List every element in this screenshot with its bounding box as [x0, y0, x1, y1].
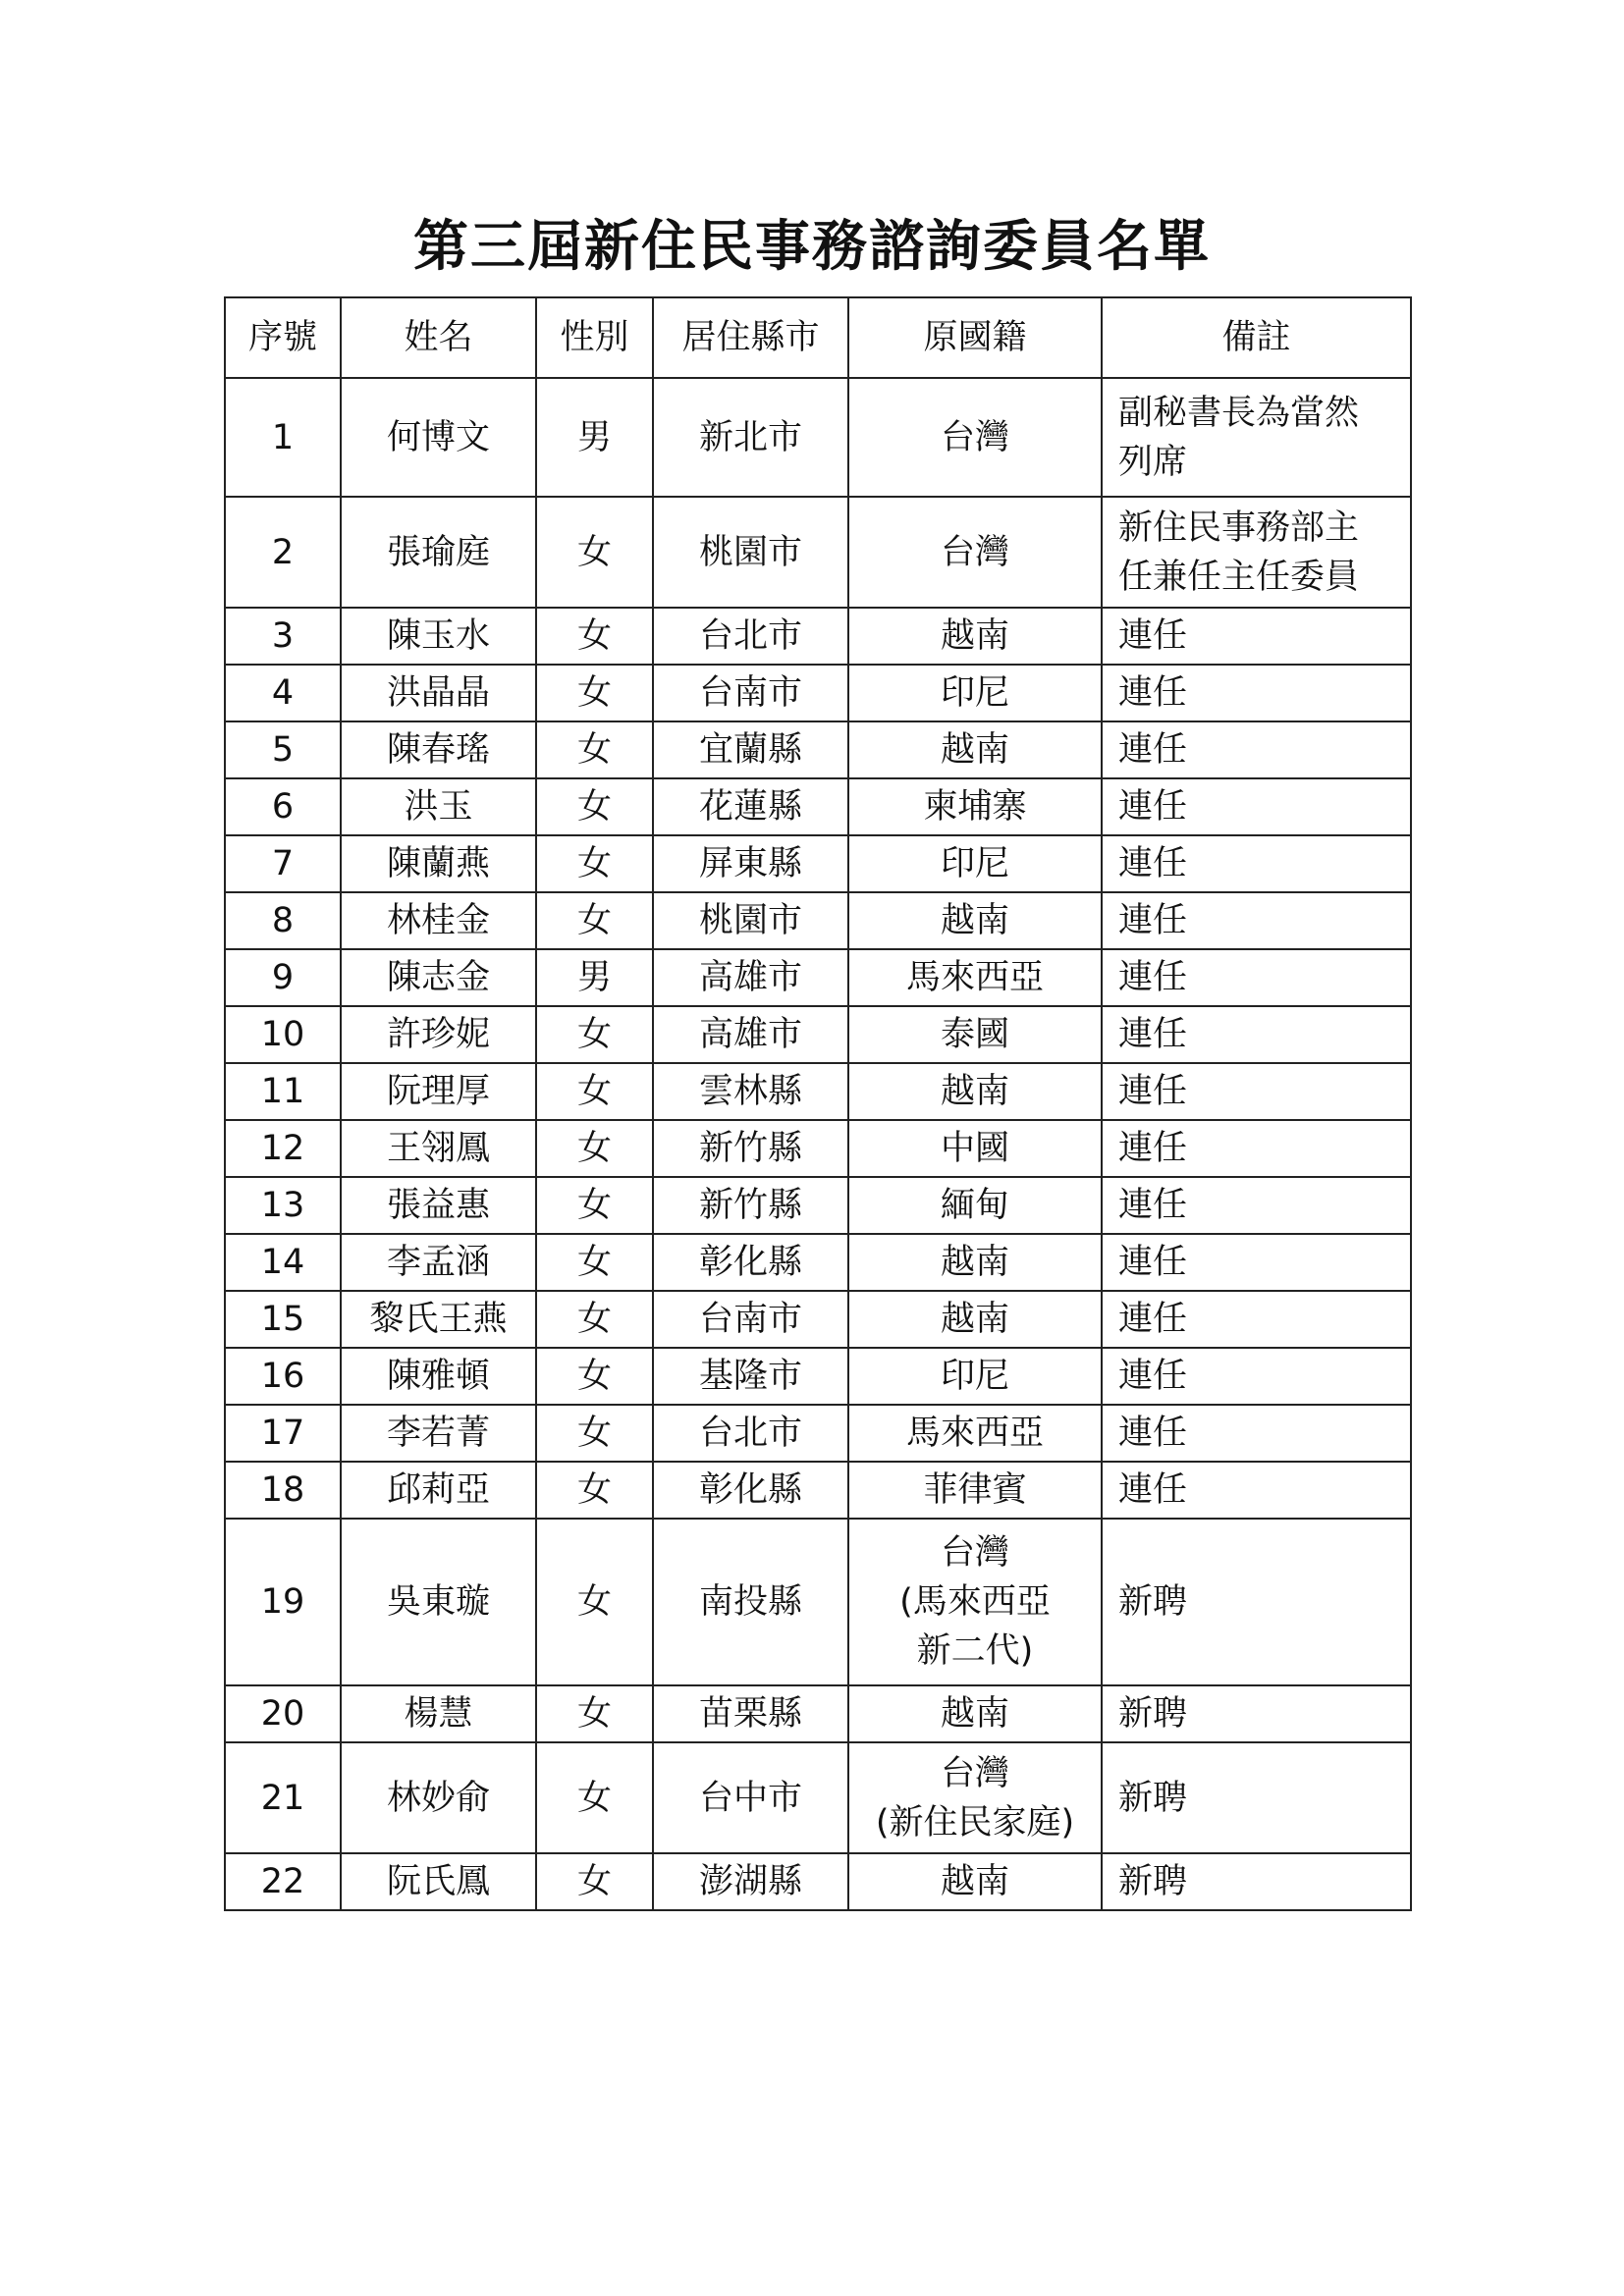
table-row	[225, 608, 1411, 665]
cell-note-line: 新聘	[1118, 1778, 1188, 1818]
cell-origin-line: 菲律賓	[923, 1470, 1027, 1510]
header-gender: 性別	[536, 297, 653, 378]
cell-name: 林桂金	[341, 892, 536, 949]
cell-city: 桃園市	[653, 497, 848, 608]
table-row	[225, 1177, 1411, 1234]
committee-roster-table	[224, 296, 1412, 1911]
cell-name: 楊慧	[341, 1685, 536, 1742]
cell-origin	[848, 497, 1102, 608]
cell-city: 基隆市	[653, 1348, 848, 1405]
table-row	[225, 721, 1411, 778]
cell-note-line: 連任	[1118, 1300, 1188, 1339]
cell-origin-line: 越南	[940, 1243, 1009, 1282]
cell-gender: 女	[536, 665, 653, 721]
cell-origin-line: 越南	[940, 901, 1009, 940]
cell-note	[1102, 892, 1411, 949]
cell-number: 14	[225, 1234, 341, 1291]
cell-name: 陳春瑤	[341, 721, 536, 778]
cell-origin-line: 台灣	[940, 532, 1009, 572]
cell-city: 新竹縣	[653, 1177, 848, 1234]
table-row	[225, 1291, 1411, 1348]
cell-gender: 女	[536, 1291, 653, 1348]
cell-gender: 女	[536, 608, 653, 665]
cell-note	[1102, 497, 1411, 608]
cell-note-line: 連任	[1118, 1357, 1188, 1396]
cell-gender: 女	[536, 778, 653, 835]
cell-origin-line: 柬埔寨	[923, 787, 1027, 827]
cell-city: 澎湖縣	[653, 1853, 848, 1910]
cell-city: 台北市	[653, 1405, 848, 1462]
cell-city: 苗栗縣	[653, 1685, 848, 1742]
cell-gender: 女	[536, 1405, 653, 1462]
cell-name: 邱莉亞	[341, 1462, 536, 1519]
cell-note-line: 新住民事務部主	[1118, 507, 1360, 548]
cell-origin	[848, 1063, 1102, 1120]
header-city: 居住縣市	[653, 297, 848, 378]
cell-name: 李若菁	[341, 1405, 536, 1462]
cell-origin-line: 越南	[940, 1862, 1009, 1901]
cell-gender: 女	[536, 1234, 653, 1291]
cell-note-line: 連任	[1118, 787, 1188, 827]
cell-city: 桃園市	[653, 892, 848, 949]
cell-origin	[848, 1006, 1102, 1063]
cell-city: 宜蘭縣	[653, 721, 848, 778]
cell-city: 高雄市	[653, 1006, 848, 1063]
table-row	[225, 1519, 1411, 1685]
cell-note	[1102, 1177, 1411, 1234]
cell-name: 何博文	[341, 378, 536, 497]
cell-note	[1102, 949, 1411, 1006]
table-row	[225, 665, 1411, 721]
cell-note	[1102, 1685, 1411, 1742]
cell-name: 洪晶晶	[341, 665, 536, 721]
cell-gender: 男	[536, 949, 653, 1006]
table-row	[225, 892, 1411, 949]
table-row	[225, 1853, 1411, 1910]
cell-origin-line: 中國	[940, 1129, 1009, 1168]
cell-number: 4	[225, 665, 341, 721]
cell-origin	[848, 1853, 1102, 1910]
cell-origin-line: 越南	[940, 730, 1009, 770]
document-title: 第三屆新住民事務諮詢委員名單	[413, 215, 1211, 279]
cell-origin	[848, 1742, 1102, 1853]
cell-number: 2	[225, 497, 341, 608]
cell-origin	[848, 1120, 1102, 1177]
cell-name: 陳蘭燕	[341, 835, 536, 892]
cell-name: 阮氏鳳	[341, 1853, 536, 1910]
cell-number: 16	[225, 1348, 341, 1405]
cell-city: 新北市	[653, 378, 848, 497]
cell-origin	[848, 892, 1102, 949]
cell-gender: 女	[536, 1063, 653, 1120]
cell-origin	[848, 378, 1102, 497]
cell-note	[1102, 1291, 1411, 1348]
cell-name: 張瑜庭	[341, 497, 536, 608]
cell-origin	[848, 665, 1102, 721]
cell-number: 6	[225, 778, 341, 835]
cell-city: 花蓮縣	[653, 778, 848, 835]
cell-note-line: 新聘	[1118, 1694, 1188, 1734]
table-row	[225, 497, 1411, 608]
cell-origin	[848, 1519, 1102, 1685]
cell-note-line: 新聘	[1118, 1582, 1188, 1622]
cell-note-line: 連任	[1118, 1186, 1188, 1225]
cell-origin-line: 印尼	[940, 673, 1009, 713]
cell-note	[1102, 1742, 1411, 1853]
cell-name: 李孟涵	[341, 1234, 536, 1291]
cell-name: 張益惠	[341, 1177, 536, 1234]
cell-origin-line: 印尼	[940, 1357, 1009, 1396]
cell-number: 10	[225, 1006, 341, 1063]
cell-note-line: 列席	[1118, 442, 1188, 482]
cell-city: 彰化縣	[653, 1234, 848, 1291]
cell-number: 1	[225, 378, 341, 497]
table-row	[225, 1234, 1411, 1291]
cell-number: 3	[225, 608, 341, 665]
cell-number: 13	[225, 1177, 341, 1234]
table-row	[225, 1063, 1411, 1120]
cell-origin-line: (馬來西亞	[899, 1582, 1051, 1622]
cell-note	[1102, 721, 1411, 778]
cell-origin-line: 新二代)	[916, 1631, 1034, 1671]
cell-gender: 女	[536, 1348, 653, 1405]
cell-gender: 男	[536, 378, 653, 497]
cell-origin	[848, 1348, 1102, 1405]
cell-city: 雲林縣	[653, 1063, 848, 1120]
cell-note	[1102, 665, 1411, 721]
cell-name: 阮理厚	[341, 1063, 536, 1120]
cell-gender: 女	[536, 1120, 653, 1177]
cell-note	[1102, 778, 1411, 835]
cell-origin-line: (新住民家庭)	[875, 1802, 1075, 1842]
cell-gender: 女	[536, 1685, 653, 1742]
cell-gender: 女	[536, 1853, 653, 1910]
cell-number: 15	[225, 1291, 341, 1348]
header-origin: 原國籍	[848, 297, 1102, 378]
cell-number: 5	[225, 721, 341, 778]
cell-origin	[848, 1405, 1102, 1462]
cell-number: 9	[225, 949, 341, 1006]
cell-note	[1102, 1462, 1411, 1519]
cell-note-line: 副秘書長為當然	[1118, 393, 1360, 433]
cell-origin-line: 緬甸	[940, 1186, 1009, 1225]
cell-origin-line: 馬來西亞	[905, 1414, 1044, 1453]
table-row	[225, 1120, 1411, 1177]
header-name: 姓名	[341, 297, 536, 378]
cell-name: 黎氏王燕	[341, 1291, 536, 1348]
cell-name: 林妙俞	[341, 1742, 536, 1853]
cell-note-line: 連任	[1118, 730, 1188, 770]
cell-city: 台南市	[653, 1291, 848, 1348]
cell-origin-line: 越南	[940, 1300, 1009, 1339]
cell-number: 12	[225, 1120, 341, 1177]
cell-gender: 女	[536, 497, 653, 608]
cell-note-line: 任兼任主任委員	[1118, 557, 1360, 597]
cell-city: 台中市	[653, 1742, 848, 1853]
cell-number: 8	[225, 892, 341, 949]
cell-origin	[848, 1234, 1102, 1291]
cell-origin-line: 台灣	[940, 1533, 1009, 1573]
cell-note-line: 連任	[1118, 1129, 1188, 1168]
table-row	[225, 378, 1411, 497]
cell-note-line: 連任	[1118, 1072, 1188, 1111]
table-row	[225, 1348, 1411, 1405]
table-row	[225, 835, 1411, 892]
cell-origin-line: 台灣	[940, 417, 1009, 457]
cell-note-line: 連任	[1118, 901, 1188, 940]
cell-gender: 女	[536, 892, 653, 949]
cell-note	[1102, 1519, 1411, 1685]
cell-origin	[848, 949, 1102, 1006]
cell-number: 19	[225, 1519, 341, 1685]
cell-note-line: 新聘	[1118, 1862, 1188, 1901]
cell-note-line: 連任	[1118, 958, 1188, 997]
cell-origin-line: 印尼	[940, 844, 1009, 883]
cell-origin	[848, 1291, 1102, 1348]
header-number: 序號	[225, 297, 341, 378]
cell-note	[1102, 1405, 1411, 1462]
cell-gender: 女	[536, 835, 653, 892]
cell-note-line: 連任	[1118, 1470, 1188, 1510]
table-row	[225, 1685, 1411, 1742]
cell-name: 許珍妮	[341, 1006, 536, 1063]
cell-gender: 女	[536, 1742, 653, 1853]
cell-gender: 女	[536, 1519, 653, 1685]
cell-origin	[848, 1177, 1102, 1234]
cell-gender: 女	[536, 1462, 653, 1519]
cell-origin	[848, 1685, 1102, 1742]
table-row	[225, 1405, 1411, 1462]
cell-note-line: 連任	[1118, 673, 1188, 713]
cell-number: 22	[225, 1853, 341, 1910]
cell-number: 18	[225, 1462, 341, 1519]
cell-note	[1102, 1348, 1411, 1405]
cell-note	[1102, 1006, 1411, 1063]
cell-note	[1102, 1234, 1411, 1291]
cell-city: 台南市	[653, 665, 848, 721]
cell-city: 屏東縣	[653, 835, 848, 892]
cell-name: 陳志金	[341, 949, 536, 1006]
cell-origin-line: 台灣	[940, 1753, 1009, 1793]
table-row	[225, 1462, 1411, 1519]
cell-origin-line: 越南	[940, 1694, 1009, 1734]
cell-city: 高雄市	[653, 949, 848, 1006]
cell-note-line: 連任	[1118, 1015, 1188, 1054]
table-row	[225, 778, 1411, 835]
cell-note	[1102, 1853, 1411, 1910]
cell-name: 王翎鳳	[341, 1120, 536, 1177]
cell-note	[1102, 1120, 1411, 1177]
cell-note	[1102, 835, 1411, 892]
cell-number: 17	[225, 1405, 341, 1462]
cell-note-line: 連任	[1118, 844, 1188, 883]
cell-gender: 女	[536, 1006, 653, 1063]
cell-origin-line: 馬來西亞	[905, 958, 1044, 997]
table-row	[225, 1742, 1411, 1853]
cell-note	[1102, 608, 1411, 665]
cell-number: 7	[225, 835, 341, 892]
cell-city: 彰化縣	[653, 1462, 848, 1519]
cell-note	[1102, 378, 1411, 497]
table-header-row	[225, 297, 1411, 378]
cell-city: 新竹縣	[653, 1120, 848, 1177]
header-note: 備註	[1102, 297, 1411, 378]
cell-note-line: 連任	[1118, 1243, 1188, 1282]
cell-number: 11	[225, 1063, 341, 1120]
table-row	[225, 949, 1411, 1006]
cell-origin	[848, 778, 1102, 835]
cell-number: 20	[225, 1685, 341, 1742]
cell-name: 吳東璇	[341, 1519, 536, 1685]
cell-city: 台北市	[653, 608, 848, 665]
cell-gender: 女	[536, 1177, 653, 1234]
cell-gender: 女	[536, 721, 653, 778]
cell-origin	[848, 835, 1102, 892]
table-row	[225, 1006, 1411, 1063]
cell-note-line: 連任	[1118, 1414, 1188, 1453]
cell-note-line: 連任	[1118, 616, 1188, 656]
cell-origin	[848, 721, 1102, 778]
cell-origin	[848, 608, 1102, 665]
cell-name: 陳雅頓	[341, 1348, 536, 1405]
cell-number: 21	[225, 1742, 341, 1853]
cell-name: 陳玉水	[341, 608, 536, 665]
cell-note	[1102, 1063, 1411, 1120]
cell-origin	[848, 1462, 1102, 1519]
cell-origin-line: 越南	[940, 616, 1009, 656]
cell-origin-line: 泰國	[940, 1015, 1009, 1054]
table-body	[225, 378, 1411, 1910]
cell-name: 洪玉	[341, 778, 536, 835]
cell-origin-line: 越南	[940, 1072, 1009, 1111]
cell-city: 南投縣	[653, 1519, 848, 1685]
